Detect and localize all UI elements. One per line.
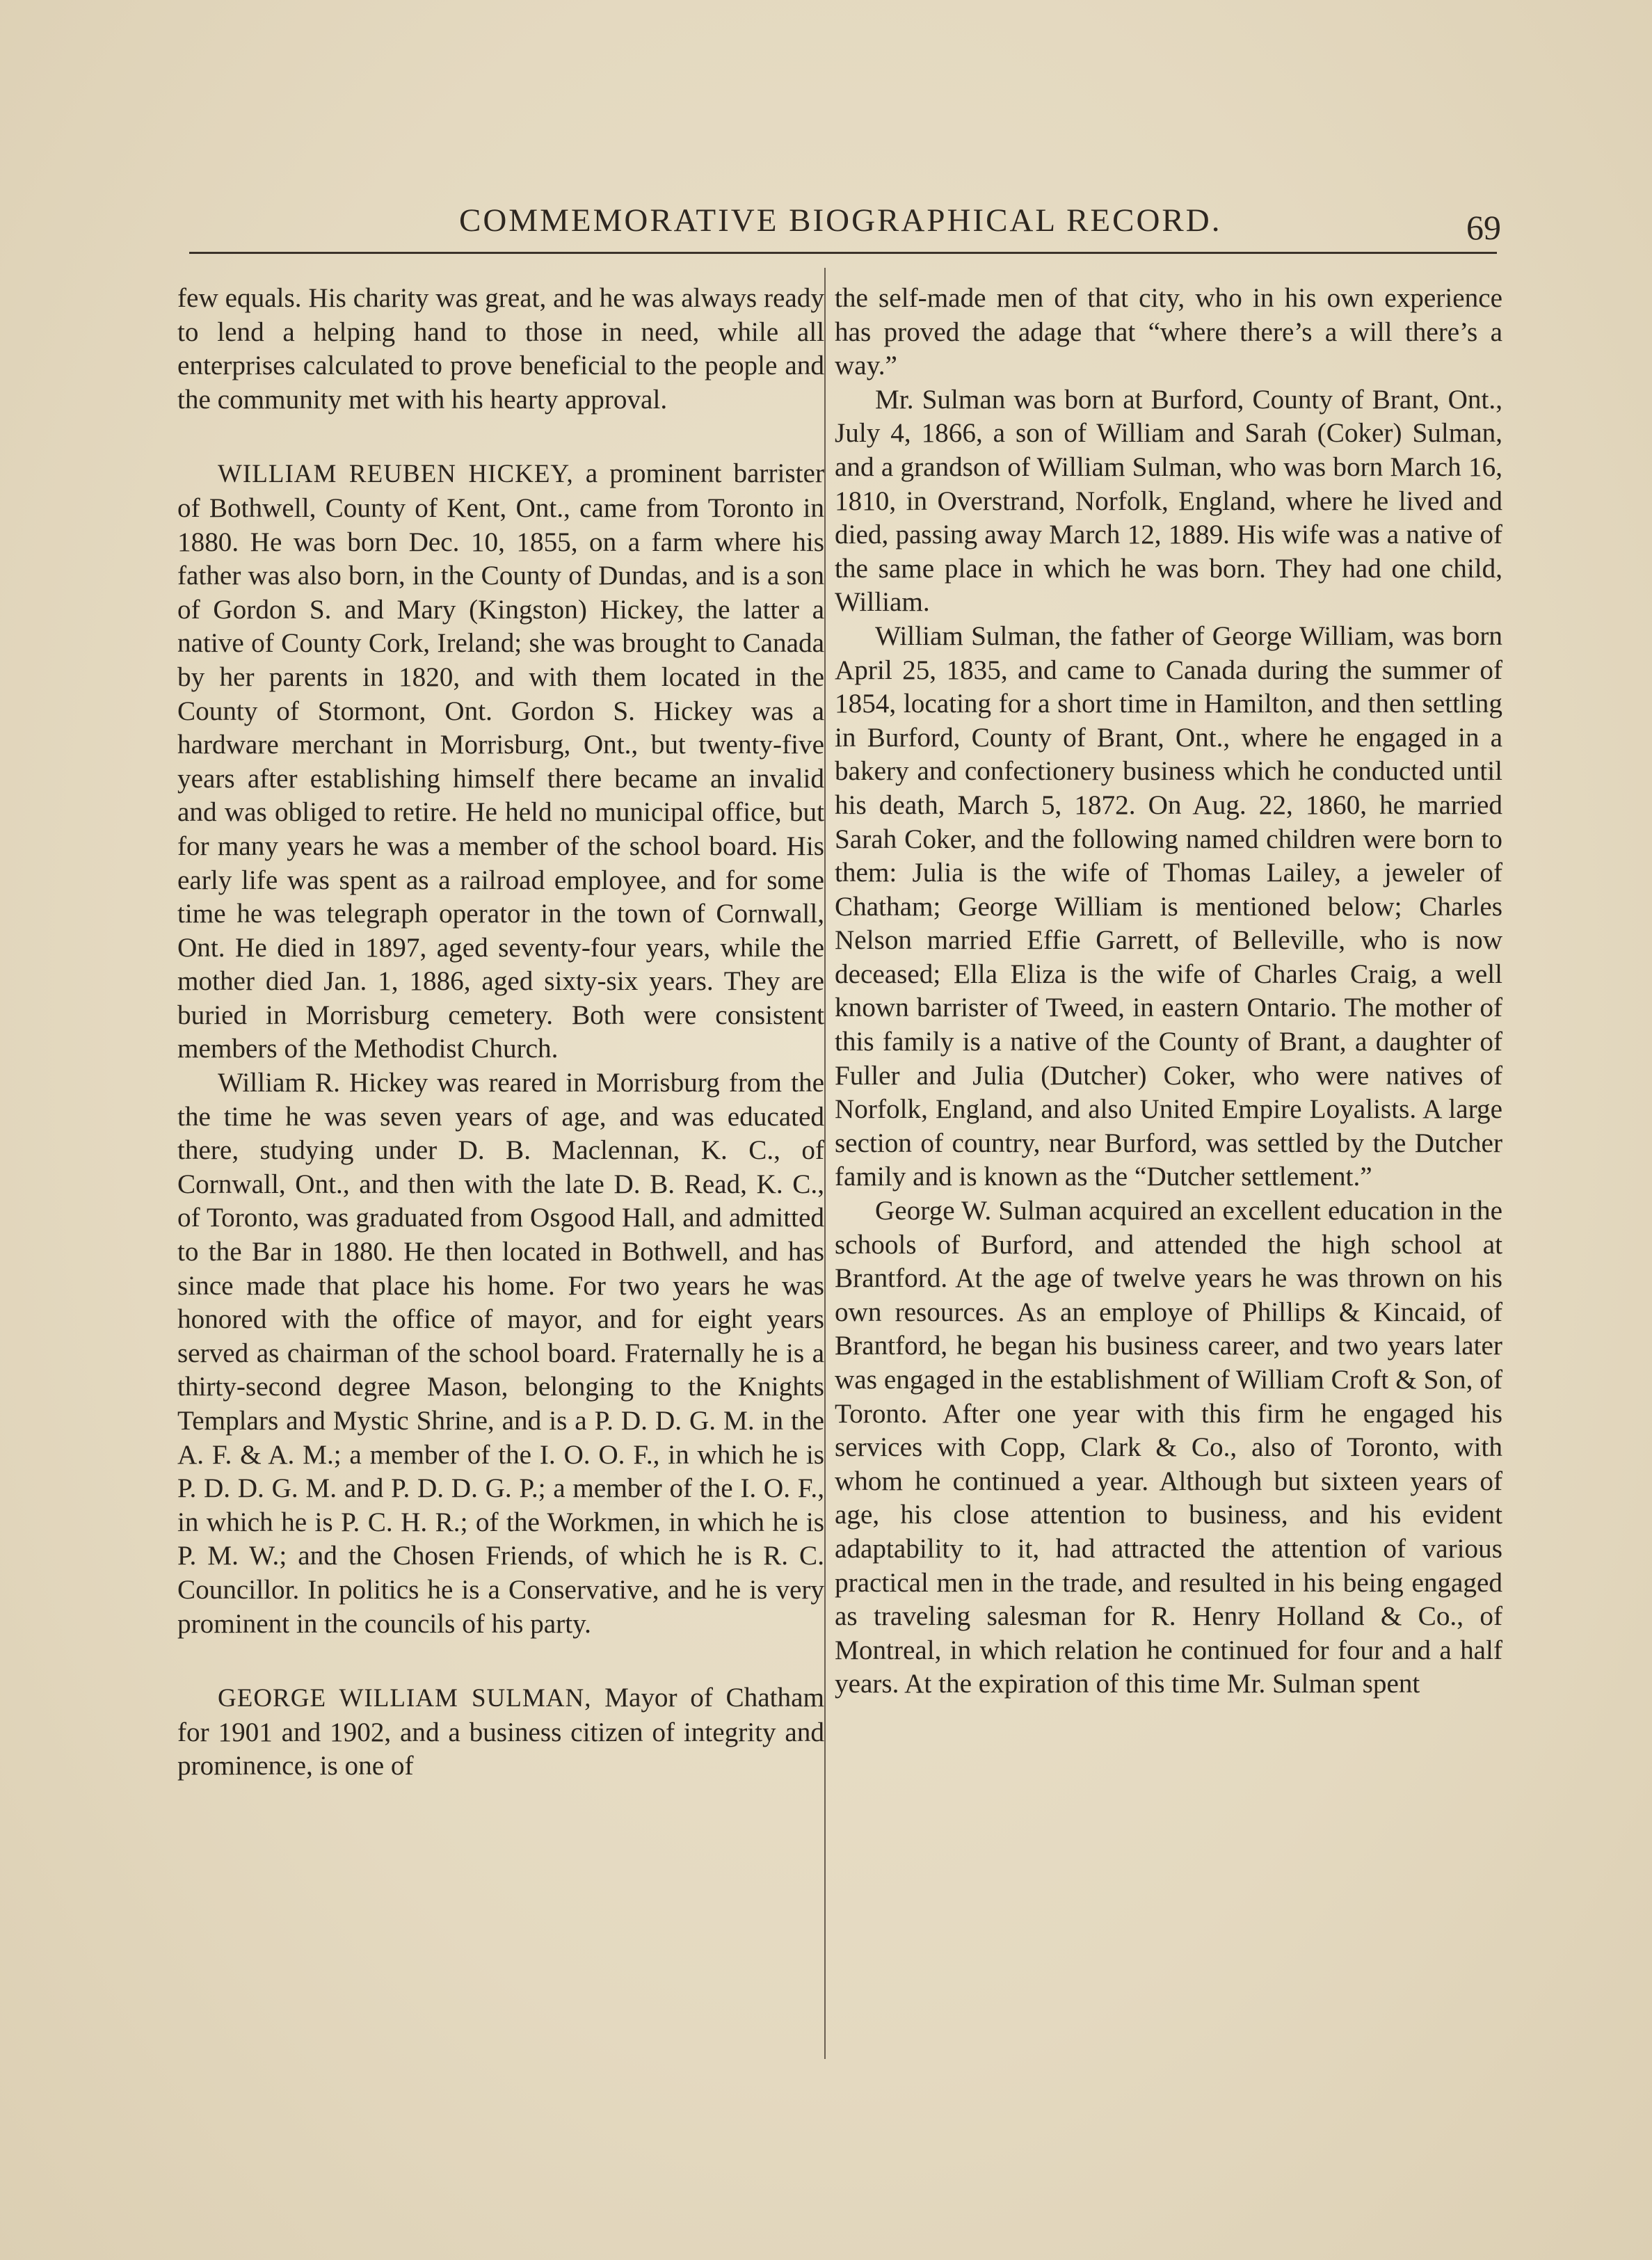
column-divider	[824, 268, 826, 2059]
entry-name: WILLIAM REUBEN HICKEY,	[218, 460, 574, 489]
paragraph-continuation: the self-made men of that city, who in his own experience has proved the adage that “where there’s a will there’s a way.”	[835, 283, 1502, 381]
entry-hickey	[177, 457, 824, 1066]
paragraph: George W. Sulman acquired an excellent education in the schools of Burford, and attended the high school at Brantford. At the age of twelve years he was thrown on his own resources. As an employe of Phillips & Kincaid, of Brantford, he began his business career, and two years later was engaged in the establishment of William Croft & Son, of Toronto. After one year with this firm he engaged his services with Copp, Clark & Co., also of Toronto, with whom he continued a year. Although but sixteen years of age, his close attention to business, and his evident adaptability to it, had attracted the attention of various practical men in the trade, and resulted in his being engaged as traveling salesman for R. Henry Holland & Co., of Montreal, in which relation he continued for four and a half years. At the expiration of this time Mr. Sulman spent	[835, 1196, 1502, 1699]
entry-name: GEORGE WILLIAM SULMAN,	[218, 1684, 592, 1713]
running-title: COMMEMORATIVE BIOGRAPHICAL RECORD.	[459, 202, 1222, 239]
header-rule	[189, 252, 1497, 254]
running-header	[188, 196, 1502, 252]
paragraph: William R. Hickey was reared in Morrisburg from the the time he was seven years of age, and was educated there, studying under D. B. Maclennan, K. C., of Cornwall, Ont., and then with the late D. B. Read, K. C., of Toronto, was graduated from Osgood Hall, and admitted to the Bar in 1880. He then located in Bothwell, and has since made that place his home. For two years he was honored with the office of mayor, and for eight years served as chairman of the school board. Fraternally he is a thirty-second degree Mason, belonging to the Knights Templars and Mystic Shrine, and is a P. D. D. G. M. in the A. F. & A. M.; a member of the I. O. O. F., in which he is P. D. D. G. M. and P. D. D. G. P.; a member of the I. O. F., in which he is P. C. H. R.; of the Workmen, in which he is P. M. W.; and the Chosen Friends, of which he is R. C. Councillor. In politics he is a Conservative, and he is very prominent in the councils of his party.	[177, 1068, 824, 1639]
right-column	[835, 282, 1502, 1701]
paragraph: Mr. Sulman was born at Burford, County of Brant, Ont., July 4, 1866, a son of William and Sarah (Coker) Sulman, and a grandson of William Sulman, who was born March 16, 1810, in Overstrand, Norfolk, England, where he lived and died, passing away March 12, 1889. His wife was a native of the same place in which he was born. They had one child, William.	[835, 384, 1502, 618]
left-column	[177, 282, 824, 1784]
entry-text: a prominent barrister of Bothwell, County of Kent, Ont., came from Toronto in 1880. He was born Dec. 10, 1855, on a farm where his father was also born, in the County of Dundas, and is a son of Gordon S. and Mary (Kingston) Hickey, the latter a native of County Cork, Ireland; she was brought to Canada by her parents in 1820, and with them located in the County of Stormont, Ont. Gordon S. Hickey was a hardware merchant in Morrisburg, Ont., but twenty-five years after establishing himself there became an invalid and was obliged to retire. He held no municipal office, but for many years he was a member of the school board. His early life was spent as a railroad employee, and for some time he was telegraph operator in the town of Cornwall, Ont. He died in 1897, aged seventy-four years, while the mother died Jan. 1, 1886, aged sixty-six years. They are buried in Morrisburg cemetery. Both were consistent members of the Methodist Church.	[177, 458, 824, 1064]
paragraph: William Sulman, the father of George William, was born April 25, 1835, and came to Canada during the summer of 1854, locating for a short time in Hamilton, and then settling in Burford, County of Brant, Ont., where he engaged in a bakery and confectionery business which he conducted until his death, March 5, 1872. On Aug. 22, 1860, he married Sarah Coker, and the following named children were born to them: Julia is the wife of Thomas Lailey, a jeweler of Chatham; George William is mentioned below; Charles Nelson married Effie Garrett, of Belleville, who is now deceased; Ella Eliza is the wife of Charles Craig, a well known barrister of Tweed, in eastern Ontario. The mother of this family is a native of the County of Brant, a daughter of Fuller and Julia (Dutcher) Coker, who were natives of Norfolk, England, and also United Empire Loyalists. A large section of country, near Burford, was settled by the Dutcher family and is known as the “Dutcher settlement.”	[835, 620, 1502, 1192]
paragraph-continuation: few equals. His charity was great, and he was always ready to lend a helping hand to those in need, while all enterprises calculated to prove beneficial to the people and the community met with his hearty approval.	[177, 283, 824, 415]
entry-text: Mayor of Chatham for 1901 and 1902, and a business citizen of integrity and prominence, is one of	[177, 1683, 824, 1781]
entry-sulman	[177, 1681, 824, 1784]
page-number: 69	[1466, 208, 1501, 247]
